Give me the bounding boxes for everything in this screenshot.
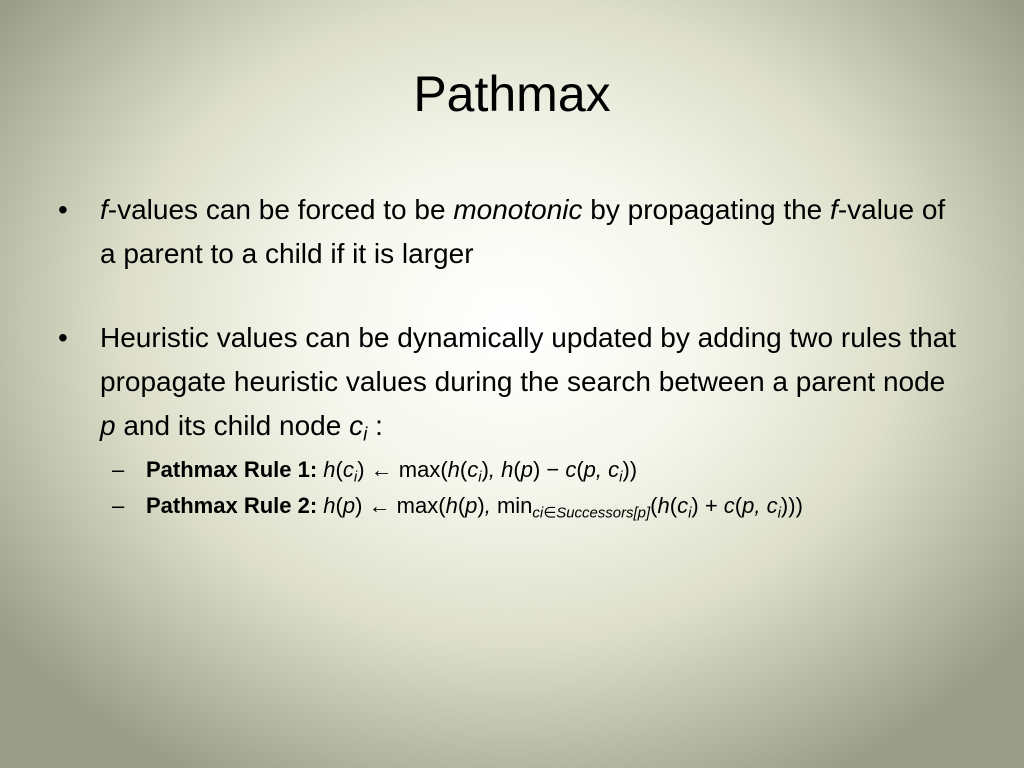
formula-run: c — [723, 493, 735, 518]
formula-run: h — [657, 493, 670, 518]
text-run: Heuristic values can be dynamically updated by adding two rules that propagate heuristic values during the search between a parent node — [100, 322, 957, 397]
formula-run: i — [619, 468, 623, 486]
rules-list — [100, 452, 958, 524]
formula-run: ) ← max( — [357, 457, 448, 482]
formula-run: ( — [513, 457, 521, 482]
formula-run: ) ← max( — [355, 493, 446, 518]
formula-run: ( — [576, 457, 584, 482]
bullet-text — [100, 322, 957, 446]
formula-run: c — [677, 493, 689, 518]
formula-run: p, c — [742, 493, 778, 518]
formula-run: ( — [335, 493, 343, 518]
formula-run: h — [447, 457, 460, 482]
formula-run: i — [478, 468, 482, 486]
bullet-icon: • — [58, 322, 68, 353]
bullet-item-heuristic — [58, 316, 958, 524]
rule-item-1 — [58, 452, 958, 488]
formula-run: ) — [481, 457, 489, 482]
rule-formula — [317, 493, 803, 522]
bullet-item-monotonic — [58, 188, 958, 276]
formula-run: ci∈Successors[p] — [532, 504, 651, 522]
formula-run: ) − — [532, 457, 566, 482]
formula-run: ))) — [780, 493, 803, 518]
formula-run: ) + — [691, 493, 724, 518]
formula-run: p, c — [583, 457, 620, 482]
formula-run: i — [777, 504, 781, 522]
emphasis-monotonic: monotonic — [453, 194, 583, 225]
rule-item-2 — [58, 488, 958, 524]
formula-run: ( — [669, 493, 678, 518]
dash-icon: – — [112, 493, 125, 518]
slide-title: Pathmax — [413, 66, 611, 122]
p-symbol: p — [100, 410, 116, 441]
formula-run: c — [565, 457, 577, 482]
text-run: : — [367, 410, 383, 441]
c-symbol: c — [349, 410, 364, 441]
formula-run: ( — [459, 457, 468, 482]
formula-run: p — [520, 457, 533, 482]
formula-run: ( — [335, 457, 343, 482]
formula-run: p — [342, 493, 356, 518]
f-symbol: f — [830, 194, 838, 225]
formula-run: , h — [488, 457, 514, 482]
formula-run: h — [445, 493, 458, 518]
formula-run: ( — [650, 493, 658, 518]
bullet-icon: • — [58, 194, 68, 225]
formula-run: i — [688, 504, 692, 522]
formula-run: c — [467, 457, 479, 482]
formula-run: p — [465, 493, 478, 518]
text-run: -values can be forced to be — [107, 194, 454, 225]
dash-icon: – — [112, 457, 125, 482]
bullet-text — [100, 194, 945, 269]
i-subscript: i — [363, 424, 368, 446]
text-run: -value of a parent to a child if it is larger — [100, 194, 946, 269]
rule-label: Pathmax Rule 2: — [146, 493, 318, 518]
f-symbol: f — [100, 194, 108, 225]
formula-run: ( — [734, 493, 743, 518]
formula-run: ) — [477, 493, 485, 518]
slide-body — [58, 188, 958, 524]
formula-run: ( — [457, 493, 466, 518]
text-run: by propagating the — [582, 194, 831, 225]
formula-run: min — [490, 493, 533, 518]
text-run: and its child node — [115, 410, 350, 441]
rule-label: Pathmax Rule 1: — [146, 457, 318, 482]
formula-run: , — [484, 493, 491, 518]
formula-run: h — [323, 493, 336, 518]
formula-run: )) — [622, 457, 638, 482]
formula-run: h — [323, 457, 336, 482]
formula-run: i — [353, 468, 358, 486]
rule-formula — [317, 457, 638, 486]
formula-run: c — [342, 457, 354, 482]
